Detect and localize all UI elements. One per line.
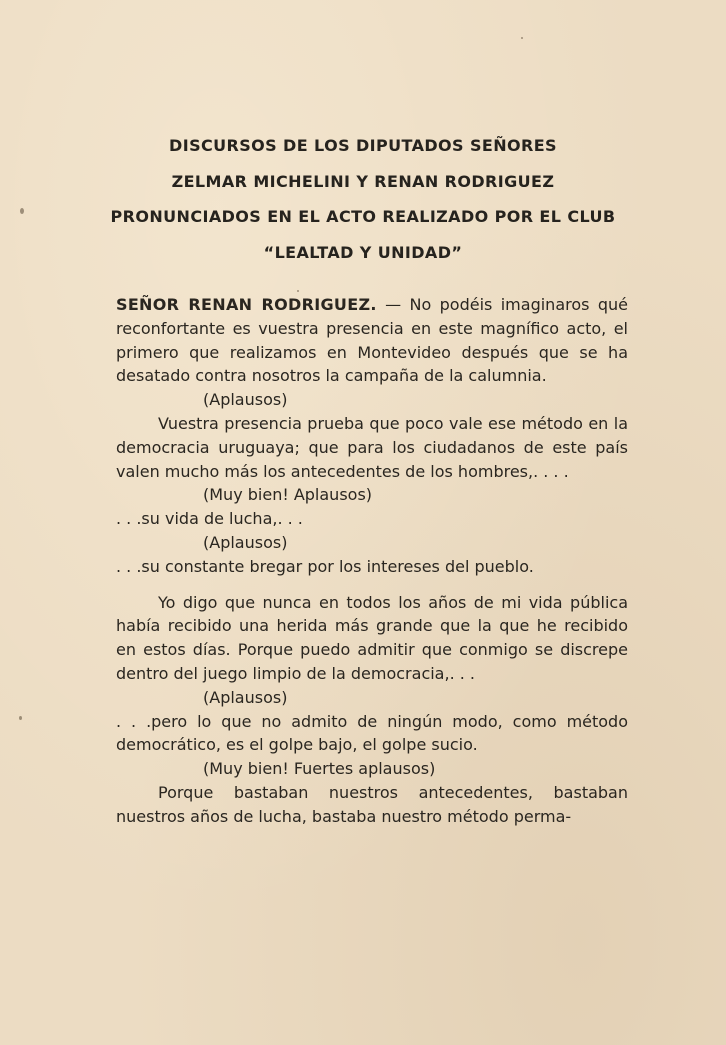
- title-line-4: “LEALTAD Y UNIDAD”: [263, 242, 463, 262]
- continuation-line: . . .su constante bregar por los intereses del pueblo.: [116, 556, 534, 576]
- stage-direction: (Aplausos): [203, 390, 288, 410]
- paragraph: Vuestra presencia prueba que poco vale ese método en la democracia uruguaya; que para los ciudadanos de este país valen mucho más los antecedentes de los hombres,. . . .: [116, 413, 628, 481]
- speech-body: [116, 293, 628, 829]
- paragraph-opening-text: — No podéis imaginaros qué reconfortante es vuestra presencia en este magnífico acto, el primero que realizamos en Montevideo después que se ha desatado contra nosotros la campaña de la calumnia.: [116, 295, 628, 386]
- title-line-3: PRONUNCIADOS EN EL ACTO REALIZADO POR EL CLUB: [110, 207, 616, 226]
- paper-speck: [521, 37, 523, 39]
- paragraph: Porque bastaban nuestros antecedentes, bastaban nuestros años de lucha, bastaba nuestro método perma-: [116, 782, 628, 826]
- paper-speck: [20, 208, 24, 214]
- stage-direction: (Muy bien! Fuertes aplausos): [203, 759, 436, 779]
- paragraph-gap: [116, 579, 628, 591]
- title-line-1: DISCURSOS DE LOS DIPUTADOS SEÑORES: [169, 136, 557, 155]
- title-line-2: ZELMAR MICHELINI Y RENAN RODRIGUEZ: [171, 171, 555, 191]
- paragraph: Yo digo que nunca en todos los años de mi vida pública había recibido una herida más grande que la que he recibido en estos días. Porque puedo admitir que conmigo se discrepe dentro del juego limpio de la democracia,. . .: [116, 592, 628, 683]
- paragraph: . . .pero lo que no admito de ningún modo, como método democrático, es el golpe bajo, el golpe sucio.: [116, 711, 628, 755]
- paper-speck: [19, 716, 22, 720]
- continuation-line: . . .su vida de lucha,. . .: [116, 509, 303, 529]
- paragraph-opening: [116, 293, 628, 388]
- paper-speck: [297, 290, 299, 292]
- stage-direction: (Aplausos): [203, 532, 288, 552]
- stage-direction: (Aplausos): [203, 687, 288, 707]
- document-title: [0, 128, 726, 270]
- speaker-name: SEÑOR RENAN RODRIGUEZ.: [116, 295, 377, 314]
- stage-direction: (Muy bien! Aplausos): [203, 485, 373, 505]
